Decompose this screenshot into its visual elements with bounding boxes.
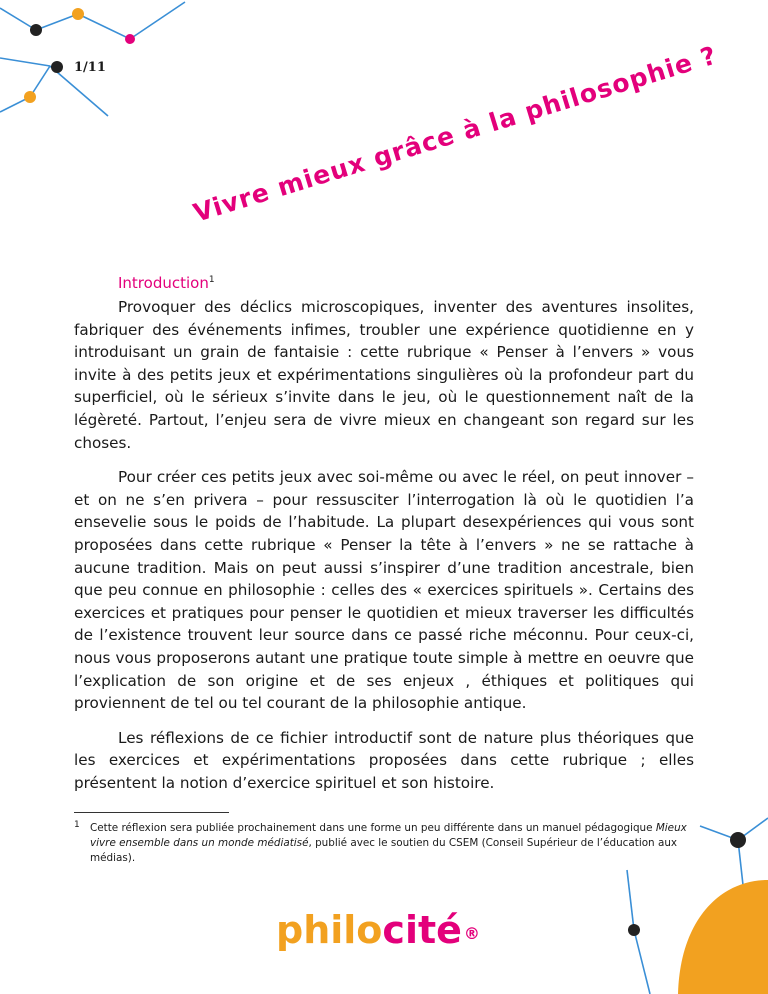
logo-philo: philo <box>276 908 383 952</box>
main-content <box>74 274 694 866</box>
document-title: Vivre mieux grâce à la philosophie ? <box>190 40 721 228</box>
paragraph-3: Les réflexions de ce fichier introductif sont de nature plus théoriques que les exercices et expérimentations proposées dans cette rubrique ; elles présentent la notion d’exercice spirituel et son histoire. <box>74 728 694 792</box>
page-number: 1/11 <box>74 60 106 75</box>
intro-heading-text: Introduction <box>118 274 209 292</box>
footnote-reference[interactable]: 1 <box>208 275 215 285</box>
paragraph-1: Provoquer des déclics microscopiques, inventer des aventures insolites, fabriquer des événements infimes, troubler une expérience quotidienne en y introduisant un grain de fantaisie : cette rubrique « Penser à l’envers » vous invite à des petits jeux et expérimentations singulières où la profondeur part du superficiel, où le sérieux s’invite dans le jeu, où le questionnement naît de la légèreté. Partout, l’enjeu sera de vivre mieux en changeant son regard sur les choses. <box>74 298 694 452</box>
footnote-divider <box>74 812 229 813</box>
paragraph-2: Pour créer ces petits jeux avec soi-même ou avec le réel, on peut innover – et on ne s’en privera – pour ressusciter l’interrogation là où le quotidien l’a ensevelie sous le poids de l’habitude. La plupart desexpériences qui vous sont proposées dans cette rubrique « Penser la tête à l’envers » ne se rattache à aucune tradition. Mais on peut aussi s’inspirer d’une tradition ancestrale, bien que peu connue en philosophie : celles des « exercices spirituels ». Certains des exercices et pratiques pour penser le quotidien et mieux traverser les difficultés de l’existence trouvent leur source dans ce passé riche méconnu. Pour ceux-ci, nous vous proposerons autant une pratique toute simple à mettre en oeuvre que l’explication de son origine et de ses enjeux , éthiques et politiques qui proviennent de tel ou tel courant de la philosophie antique. <box>74 468 694 713</box>
registered-mark: ® <box>463 924 480 943</box>
footnote-text-after: , publié avec le soutien du CSEM (Conseil Supérieur de l’éducation aux médias). <box>90 837 678 865</box>
intro-heading <box>118 274 694 292</box>
footnote-text-before: Cette réflexion sera publiée prochainement dans une forme un peu différente dans un manuel pédagogique <box>90 822 656 835</box>
footnote-book-title: Mieux vivre ensemble dans un monde médiatisé <box>90 822 687 850</box>
footnote <box>74 821 694 866</box>
philocite-logo <box>276 908 480 952</box>
footnote-text <box>90 822 687 864</box>
logo-cite: cité <box>382 908 462 952</box>
footnote-mark: 1 <box>74 820 80 831</box>
